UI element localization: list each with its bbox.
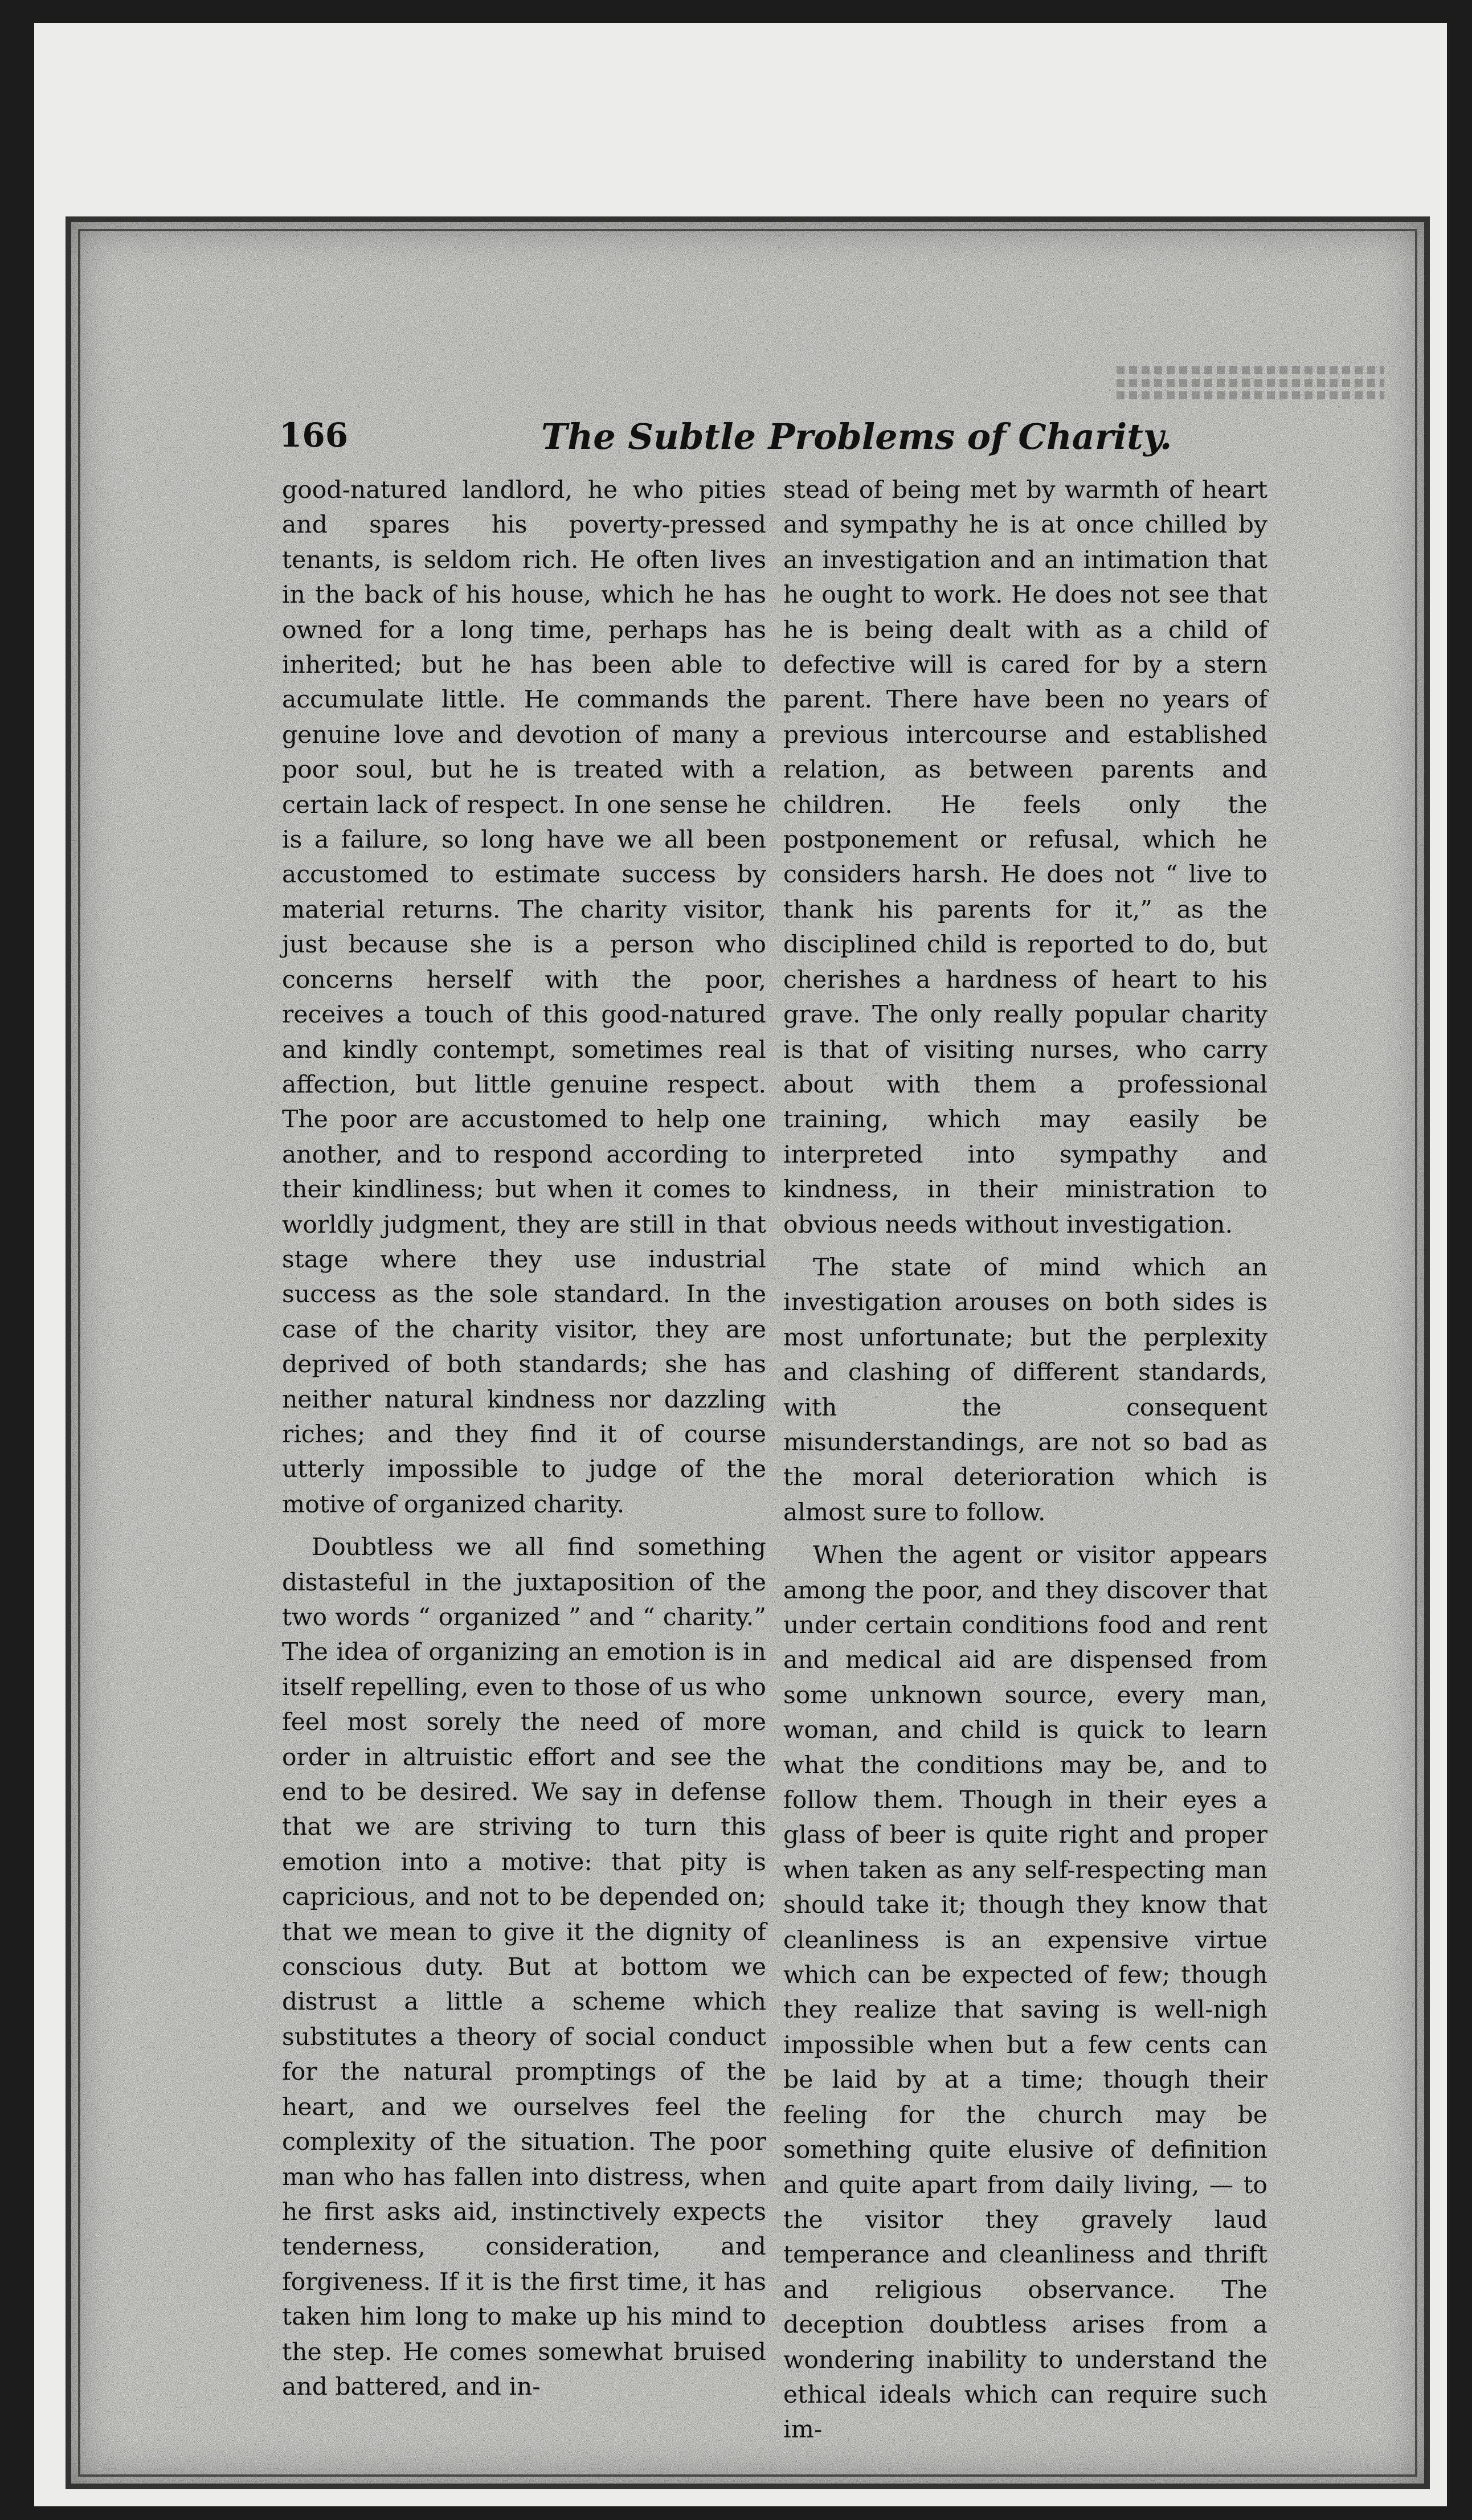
bleed-through-text	[1117, 362, 1384, 413]
left-paragraph-2: Doubtless we all find something distasteful in the juxtaposition of the two words “ organized ” and “ charity.” The idea of organizing an emotion is in itself repelling, even to those of us who feel most sorely the need of more order in altruistic effort and see the end to be desired. We say in defense that we are striving to turn this emotion into a motive: that pity is capricious, and not to be depended on; that we mean to give it the dignity of conscious duty. But at bottom we distrust a little a scheme which substitutes a theory of social conduct for the natural promptings of the heart, and we ourselves feel the complexity of the situation. The poor man who has fallen into distress, when he first asks aid, instinctively expects tenderness, consideration, and forgiveness. If it is the first time, it has taken him long to make up his mind to the step. He comes somewhat bruised and battered, and in-	[282, 1533, 766, 2401]
right-paragraph-1: stead of being met by warmth of heart and sympathy he is at once chilled by an investigation and an intimation that he ought to work. He does not see that he is being dealt with as a child of defective will is cared for by a stern parent. There have been no years of previous intercourse and established relation, as between parents and children. He feels only the postponement or refusal, which he considers harsh. He does not “ live to thank his parents for it,” as the disciplined child is reported to do, but cherishes a hardness of heart to his grave. The only really popular charity is that of visiting nurses, who carry about with them a professional training, which may easily be interpreted into sympathy and kindness, in their ministration to obvious needs without investigation.	[783, 476, 1267, 1239]
right-paragraph-2: The state of mind which an investigation arouses on both sides is most unfortunate; but the perplexity and clashing of different standards, with the consequent misunderstandings, are not so bad as the moral deterioration which is almost sure to follow.	[783, 1253, 1267, 1527]
left-paragraph-1: good-natured landlord, he who pities and spares his poverty-pressed tenants, is seldom rich. He often lives in the back of his house, which he has owned for a long time, perhaps has inherited; but he has been able to accumulate little. He commands the genuine love and devotion of many a poor soul, but he is treated with a certain lack of respect. In one sense he is a failure, so long have we all been accustomed to estimate success by material returns. The charity visitor, just because she is a person who concerns herself with the poor, receives a touch of this good-natured and kindly contempt, sometimes real affection, but little genuine respect. The poor are accustomed to help one another, and to respond according to their kindliness; but when it comes to worldly judgment, they are still in that stage where they use industrial success as the sole standard. In the case of the charity visitor, they are deprived of both standards; she has neither natural kindness nor dazzling riches; and they find it of course utterly impossible to judge of the motive of organized charity.	[282, 476, 766, 1519]
right-column	[783, 473, 1267, 2448]
running-title: The Subtle Problems of Charity.	[541, 416, 1172, 457]
left-column	[282, 473, 766, 2404]
right-paragraph-3: When the agent or visitor appears among the poor, and they discover that under certain conditions food and rent and medical aid are dispensed from some unknown source, every man, woman, and child is quick to learn what the conditions may be, and to follow them. Though in their eyes a glass of beer is quite right and proper when taken as any self-respecting man should take it; though they know that cleanliness is an expensive virtue which can be expected of few; though they realize that saving is well-nigh impossible when but a few cents can be laid by at a time; though their feeling for the church may be something quite elusive of definition and quite apart from daily living, — to the visitor they gravely laud temperance and cleanliness and thrift and religious observance. The deception doubtless arises from a wondering inability to understand the ethical ideals which can require such im-	[783, 1541, 1267, 2444]
page-header	[279, 410, 1248, 467]
page-number: 166	[279, 416, 349, 455]
